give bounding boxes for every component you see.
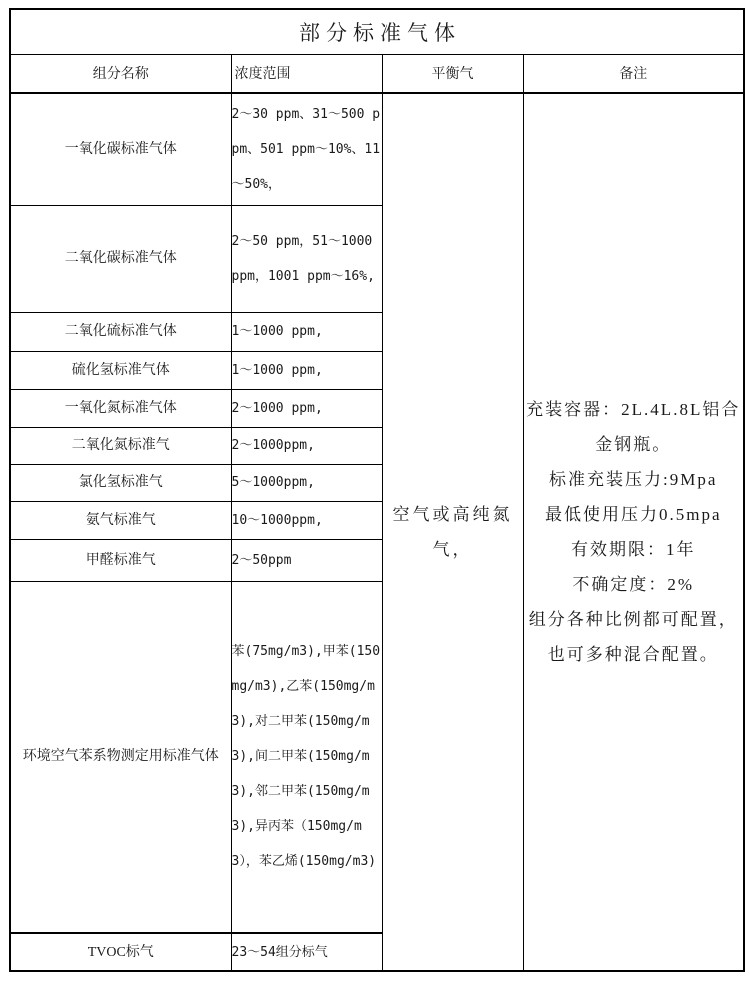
column-header-component-name: 组分名称: [10, 54, 231, 93]
concentration-range: 1～1000 ppm,: [231, 312, 382, 351]
table-row: [10, 93, 744, 205]
remark-line: 不确定度：2%: [572, 575, 695, 594]
column-header-balance-gas: 平衡气: [382, 54, 523, 93]
concentration-range: 23～54组分标气: [231, 933, 382, 971]
concentration-range: 2～1000ppm,: [231, 427, 382, 464]
remark-line: 标准充装压力:9Mpa: [549, 470, 718, 489]
column-header-concentration-range: 浓度范围: [231, 54, 382, 93]
component-name: 氨气标准气: [10, 501, 231, 539]
concentration-range: 苯(75mg/m3),甲苯(150mg/m3),乙苯(150mg/m3),对二甲苯(150mg/m3),间二甲苯(150mg/m3),邻二甲苯(150mg/m3),异丙苯（150mg/m3），苯乙烯(150mg/m3): [231, 581, 382, 933]
component-name: 二氧化氮标准气: [10, 427, 231, 464]
table-title: 部分标准气体: [10, 9, 744, 54]
component-name: 氯化氢标准气: [10, 464, 231, 501]
component-name: 甲醛标准气: [10, 539, 231, 581]
concentration-range: 10～1000ppm,: [231, 501, 382, 539]
concentration-range: 5～1000ppm,: [231, 464, 382, 501]
component-name: 二氧化硫标准气体: [10, 312, 231, 351]
component-name: 二氧化碳标准气体: [10, 205, 231, 312]
standard-gas-table: [9, 8, 745, 972]
component-name: 环境空气苯系物测定用标准气体: [10, 581, 231, 933]
concentration-range: 2～50ppm: [231, 539, 382, 581]
remark-line: 充装容器：2L.4L.8L铝合金钢瓶。: [526, 400, 741, 454]
remark-line: 最低使用压力0.5mpa: [544, 505, 722, 524]
remarks-cell: [523, 93, 744, 971]
component-name: TVOC标气: [10, 933, 231, 971]
component-name: 一氧化氮标准气体: [10, 389, 231, 427]
concentration-range: 1～1000 ppm,: [231, 351, 382, 389]
remark-line: 组分各种比例都可配置，也可多种混合配置。: [528, 610, 738, 664]
component-name: 硫化氢标准气体: [10, 351, 231, 389]
concentration-range: 2～1000 ppm,: [231, 389, 382, 427]
concentration-range: 2～50 ppm，51～1000 ppm，1001 ppm～16%,: [231, 205, 382, 312]
remark-line: 有效期限：1年: [571, 540, 696, 559]
component-name: 一氧化碳标准气体: [10, 93, 231, 205]
column-header-remarks: 备注: [523, 54, 744, 93]
balance-gas-cell: 空气或高纯氮气，: [382, 93, 523, 971]
concentration-range: 2～30 ppm、31～500 ppm、501 ppm～10%、11～50%，: [231, 93, 382, 205]
